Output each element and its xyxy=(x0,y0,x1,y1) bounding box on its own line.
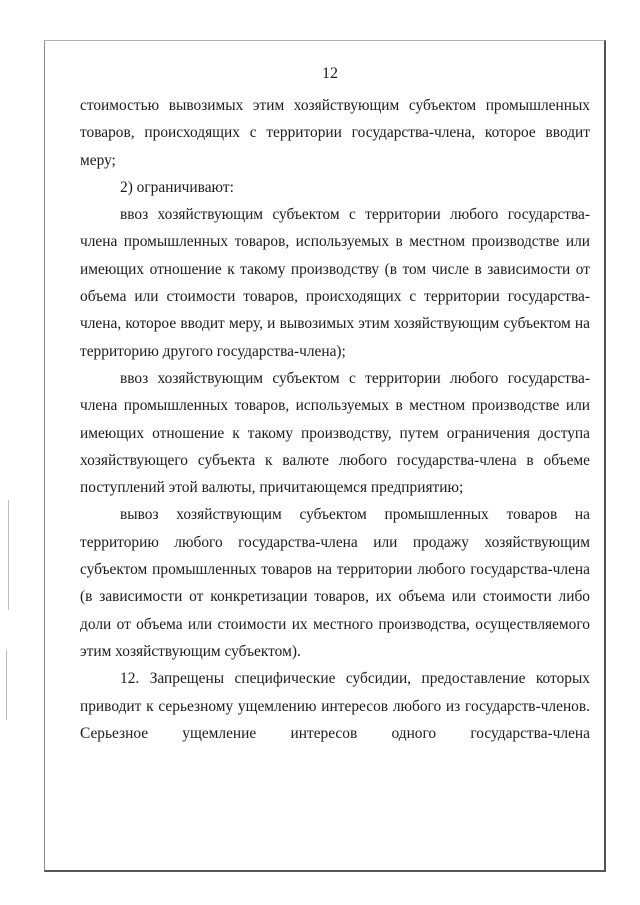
paragraph-export-sale: вывоз хозяйствующим субъектом промышленных товаров на территорию любого государства-члена или продажу хозяйствующим субъектом промышленных товаров на территории любого государства-члена (в зависимости от конкретизации товаров, их объема или стоимости либо доли от объема или стоимости их местного производства, осуществляемого этим хозяйствующим субъектом). xyxy=(80,506,590,660)
scan-edge-mark xyxy=(6,650,7,720)
paragraph-item-2: 2) ограничивают: xyxy=(120,178,234,196)
page-number: 12 xyxy=(322,65,338,82)
paragraph-continuation: стоимостью вывозимых этим хозяйствующим субъектом промышленных товаров, происходящих с территории государства-члена, которое вводит меру; xyxy=(80,97,590,169)
scan-edge-mark xyxy=(8,500,9,610)
document-body xyxy=(80,92,590,747)
paragraph-import-currency: ввоз хозяйствующим субъектом с территории любого государства-члена промышленных товаров, используемых в местном производстве или имеющих отношение к такому производству, путем ограничения доступа хозяйствующего субъекта к валюте любого государства-члена в объеме поступлений этой валюты, причитающемся предприятию; xyxy=(80,369,590,497)
paragraph-import-by-volume: ввоз хозяйствующим субъектом с территории любого государства-члена промышленных товаров, используемых в местном производстве или имеющих отношение к такому производству (в том числе в зависимости от объема или стоимости товаров, происходящих с территории государства-члена, которое вводит меру, и вывозимых этим хозяйствующим субъектом на территорию другого государства-члена); xyxy=(80,206,590,360)
paragraph-point-12: 12. Запрещены специфические субсидии, предоставление которых приводит к серьезному ущемлению интересов любого из государств-членов. Серьезное ущемление интересов одного государства-члена xyxy=(80,670,590,742)
